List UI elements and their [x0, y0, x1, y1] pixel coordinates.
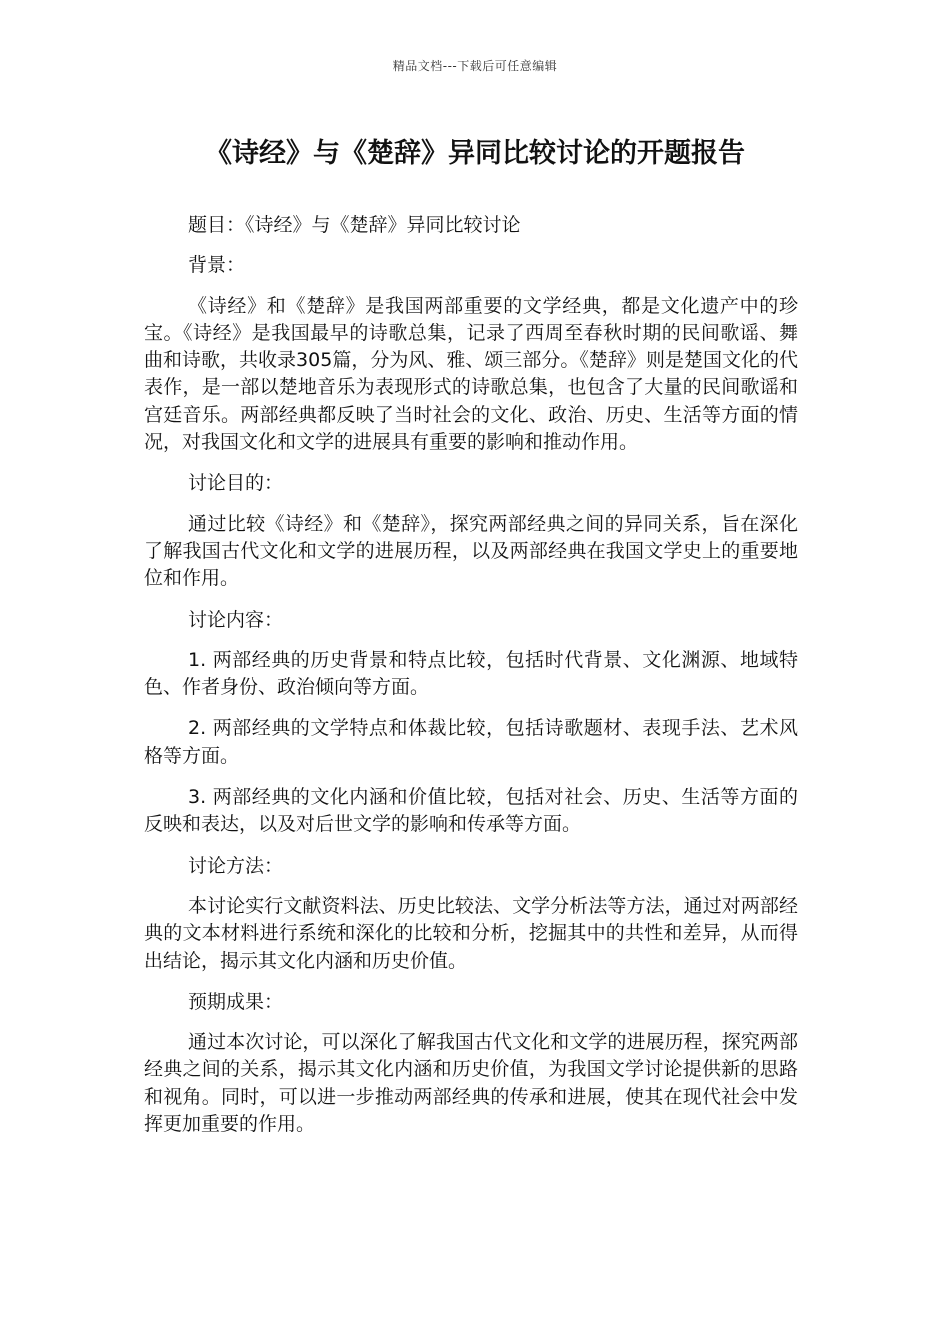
- content-item-3: 3. 两部经典的文化内涵和价值比较，包括对社会、历史、生活等方面的反映和表达，以及对后世文学的影响和传承等方面。: [144, 786, 798, 836]
- document-title: 《诗经》与《楚辞》异同比较讨论的开题报告: [205, 138, 745, 169]
- topic-line: 题目：《诗经》与《楚辞》异同比较讨论: [188, 214, 521, 236]
- background-paragraph: 《诗经》和《楚辞》是我国两部重要的文学经典，都是文化遗产中的珍宝。《诗经》是我国最早的诗歌总集，记录了西周至春秋时期的民间歌谣、舞曲和诗歌，共收录305篇，分为风、雅、颂三部分。《楚辞》则是楚国文化的代表作，是一部以楚地音乐为表现形式的诗歌总集，也包含了大量的民间歌谣和宫廷音乐。两部经典都反映了当时社会的文化、政治、历史、生活等方面的情况，对我国文化和文学的进展具有重要的影响和推动作用。: [144, 294, 798, 454]
- background-label: 背景：: [188, 254, 246, 277]
- outcome-label: 预期成果：: [188, 990, 284, 1013]
- purpose-paragraph: 通过比较《诗经》和《楚辞》，探究两部经典之间的异同关系，旨在深化了解我国古代文化和文学的进展历程，以及两部经典在我国文学史上的重要地位和作用。: [144, 512, 798, 590]
- method-label: 讨论方法：: [188, 854, 284, 877]
- method-paragraph: 本讨论实行文献资料法、历史比较法、文学分析法等方法，通过对两部经典的文本材料进行系统和深化的比较和分析，挖掘其中的共性和差异，从而得出结论，揭示其文化内涵和历史价值。: [144, 894, 798, 972]
- outcome-paragraph: 通过本次讨论，可以深化了解我国古代文化和文学的进展历程，探究两部经典之间的关系，揭示其文化内涵和历史价值，为我国文学讨论提供新的思路和视角。同时，可以进一步推动两部经典的传承和进展，使其在现代社会中发挥更加重要的作用。: [144, 1031, 798, 1136]
- content-item-1: 1. 两部经典的历史背景和特点比较，包括时代背景、文化渊源、地域特色、作者身份、政治倾向等方面。: [144, 648, 798, 699]
- page-header-note: 精品文档---下载后可任意编辑: [392, 59, 558, 73]
- document-body: [144, 212, 798, 1152]
- purpose-label: 讨论目的：: [188, 472, 284, 495]
- content-label: 讨论内容：: [188, 608, 284, 631]
- content-item-2: 2. 两部经典的文学特点和体裁比较，包括诗歌题材、表现手法、艺术风格等方面。: [144, 717, 798, 767]
